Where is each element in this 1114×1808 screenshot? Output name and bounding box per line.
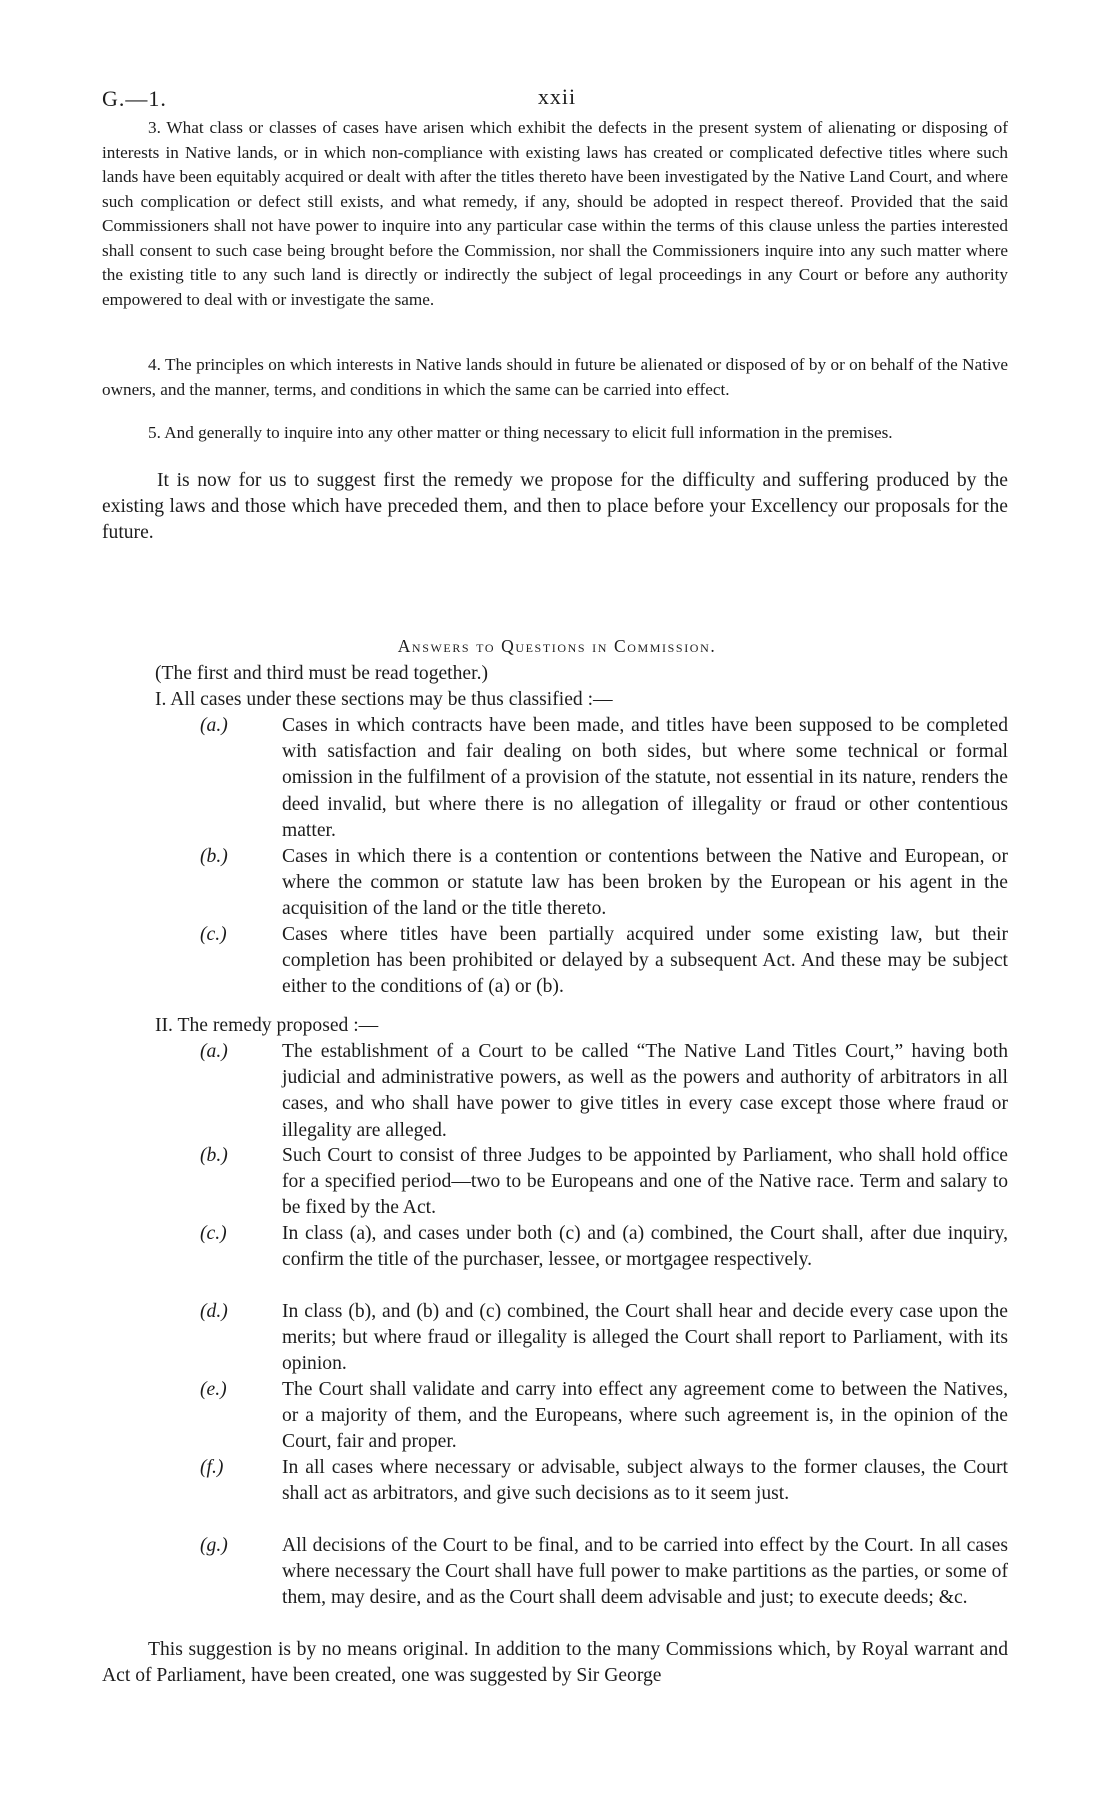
- item-text: Such Court to consist of three Judges to be appointed by Parliament, who shall hold office for a specified period—two to be Europeans and one of the Native race. Term and salary to be fixed by the Act.: [282, 1145, 1008, 1219]
- intro-paragraph: It is now for us to suggest first the remedy we propose for the difficulty and suffering produced by the existing laws and those which have preceded them, and then to place before your Excellency our proposals for the future.: [102, 470, 1008, 544]
- question-5-paragraph: 5. And generally to inquire into any other matter or thing necessary to elicit full information in the premises.: [148, 423, 893, 442]
- reading-note: (The first and third must be read together.): [155, 663, 488, 684]
- item-text: All decisions of the Court to be final, and to be carried into effect by the Court. In all cases where necessary the Court shall have full power to make partitions as the parties, or some of them, may desire, and as the Court shall deem advisable and just; to execute deeds; &c.: [282, 1535, 1008, 1609]
- item-text: Cases in which there is a contention or contentions between the Native and European, or where the common or statute law has been broken by the European or his agent in the acquisition of the land or the title thereto.: [282, 846, 1008, 920]
- item-text: In class (a), and cases under both (c) and (a) combined, the Court shall, after due inquiry, confirm the title of the purchaser, lessee, or mortgagee respectively.: [282, 1223, 1008, 1271]
- page-number: xxii: [537, 84, 577, 109]
- item-text: In class (b), and (b) and (c) combined, the Court shall hear and decide every case upon the merits; but where fraud or illegality is alleged the Court shall report to Parliament, with its opinion.: [282, 1301, 1008, 1375]
- item-text: The Court shall validate and carry into effect any agreement come to between the Natives, or a majority of them, and the Europeans, where such agreement is, in the opinion of the Court, fair and proper.: [282, 1379, 1008, 1453]
- answers-heading: Answers to Questions in Commission.: [397, 636, 717, 656]
- question-3-paragraph: 3. What class or classes of cases have arisen which exhibit the defects in the present system of alienating or disposing of interests in Native lands, or in which non-compliance with existing laws has created or complicated defective titles where such lands have been equitably acquired or dealt with after the titles thereto have been investigated by the Native Land Court, and where such complication or defect still exists, and what remedy, if any, should be adopted in respect thereof. Provided that the said Commissioners shall not have power to inquire into any particular case within the terms of this clause unless the parties interested shall consent to such case being brought before the Commission, nor shall the Commissioners inquire into any such matter where the existing title to any such land is directly or indirectly the subject of legal proceedings in any Court or before any authority empowered to deal with or investigate the same.: [102, 118, 1008, 309]
- item-label: (d.): [200, 1301, 228, 1322]
- section-2-title: II. The remedy proposed :—: [155, 1015, 379, 1036]
- item-label: (e.): [200, 1379, 227, 1400]
- item-label: (a.): [200, 715, 228, 736]
- item-text: Cases where titles have been partially acquired under some existing law, but their completion has been prohibited or delayed by a subsequent Act. And these may be subject either to the conditions of (a) or (b).: [282, 924, 1008, 998]
- question-4-paragraph: 4. The principles on which interests in Native lands should in future be alienated or disposed of by or on behalf of the Native owners, and the manner, terms, and conditions in which the same can be carried into effect.: [102, 355, 1008, 399]
- section-2-item-f: [200, 1455, 1008, 1507]
- item-label: (b.): [200, 1145, 228, 1166]
- item-text: In all cases where necessary or advisable, subject always to the former clauses, the Court shall act as arbitrators, and give such decisions as to it seem just.: [282, 1457, 1008, 1505]
- section-2-item-b: [200, 1143, 1008, 1222]
- closing-paragraph: This suggestion is by no means original. In addition to the many Commissions which, by Royal warrant and Act of Parliament, have been created, one was suggested by Sir George: [102, 1639, 1008, 1687]
- item-label: (a.): [200, 1041, 228, 1062]
- section-1-item-a: [200, 713, 1008, 844]
- section-1-item-c: [200, 922, 1008, 1001]
- section-2-item-e: [200, 1377, 1008, 1456]
- section-2-item-d: [200, 1299, 1008, 1378]
- item-text: The establishment of a Court to be called “The Native Land Titles Court,” having both judicial and administrative powers, as well as the powers and authority of arbitrators in all cases, and who shall have power to give titles in every case except those where fraud or illegality are alleged.: [282, 1041, 1008, 1141]
- item-text: Cases in which contracts have been made, and titles have been supposed to be completed with satisfaction and fair dealing on both sides, but where some technical or formal omission in the fulfilment of a provision of the statute, not essential in its nature, renders the deed invalid, but where there is no allegation of illegality or fraud or other contentious matter.: [282, 715, 1008, 841]
- section-2-item-c: [200, 1221, 1008, 1273]
- item-label: (c.): [200, 924, 227, 945]
- section-1-item-b: [200, 844, 1008, 923]
- section-2-item-a: [200, 1039, 1008, 1144]
- item-label: (g.): [200, 1535, 228, 1556]
- item-label: (f.): [200, 1457, 224, 1478]
- item-label: (c.): [200, 1223, 227, 1244]
- item-label: (b.): [200, 846, 228, 867]
- section-2-item-g: [200, 1533, 1008, 1612]
- section-1-title: I. All cases under these sections may be thus classified :—: [155, 689, 613, 710]
- document-reference: G.—1.: [102, 86, 167, 111]
